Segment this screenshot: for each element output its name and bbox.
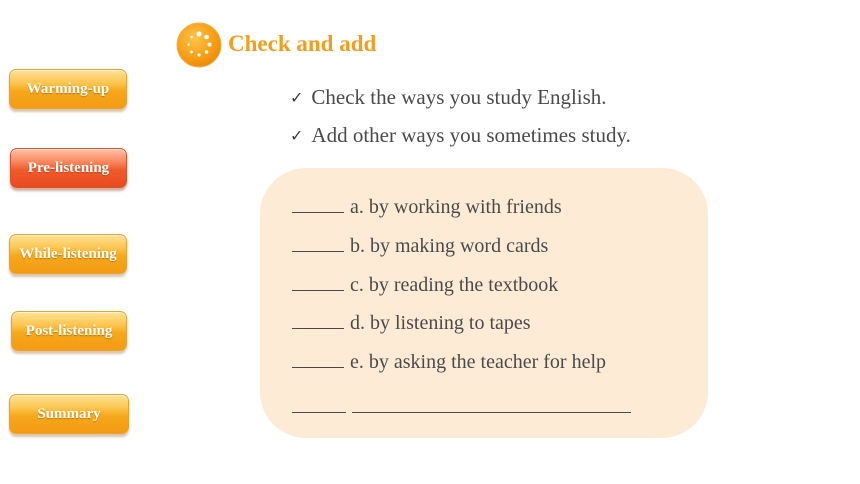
option-text: c. by reading the textbook xyxy=(350,274,559,296)
nav-button-label: Post-listening xyxy=(25,322,113,339)
nav-button-while-listening[interactable] xyxy=(9,234,127,274)
option-text: a. by working with friends xyxy=(350,196,562,218)
nav-button-label: While-listening xyxy=(19,245,117,262)
option-item xyxy=(292,312,531,335)
checkmark-icon: ✓ xyxy=(290,88,304,107)
option-item xyxy=(292,351,606,374)
option-item xyxy=(292,196,562,219)
nav-button-pre-listening[interactable] xyxy=(10,148,127,188)
instruction-text: Add other ways you sometimes study. xyxy=(311,123,631,147)
answer-blank[interactable] xyxy=(292,313,344,329)
nav-button-label: Summary xyxy=(37,405,101,422)
page-title: Check and add xyxy=(228,31,377,56)
nav-button-label: Pre-listening xyxy=(27,159,110,176)
answer-blank[interactable] xyxy=(292,236,344,252)
write-in-line[interactable] xyxy=(352,412,631,413)
nav-button-warming-up[interactable] xyxy=(9,69,127,109)
instruction-item xyxy=(290,123,631,148)
nav-button-label: Warming-up xyxy=(26,80,110,97)
instruction-item xyxy=(290,85,607,110)
option-item xyxy=(292,274,558,297)
nav-button-summary[interactable] xyxy=(9,394,129,434)
checkmark-icon: ✓ xyxy=(290,126,304,145)
option-text: e. by asking the teacher for help xyxy=(350,351,607,373)
answer-blank[interactable] xyxy=(292,352,344,368)
option-text: d. by listening to tapes xyxy=(350,312,531,334)
options-panel xyxy=(260,168,708,438)
answer-blank[interactable] xyxy=(292,275,344,291)
answer-blank[interactable] xyxy=(292,197,344,213)
nav-button-post-listening[interactable] xyxy=(11,311,127,351)
answer-blank[interactable] xyxy=(292,412,346,413)
option-item xyxy=(292,235,548,258)
loading-dots-icon xyxy=(176,22,222,68)
option-text: b. by making word cards xyxy=(350,235,549,257)
instruction-text: Check the ways you study English. xyxy=(311,85,607,109)
